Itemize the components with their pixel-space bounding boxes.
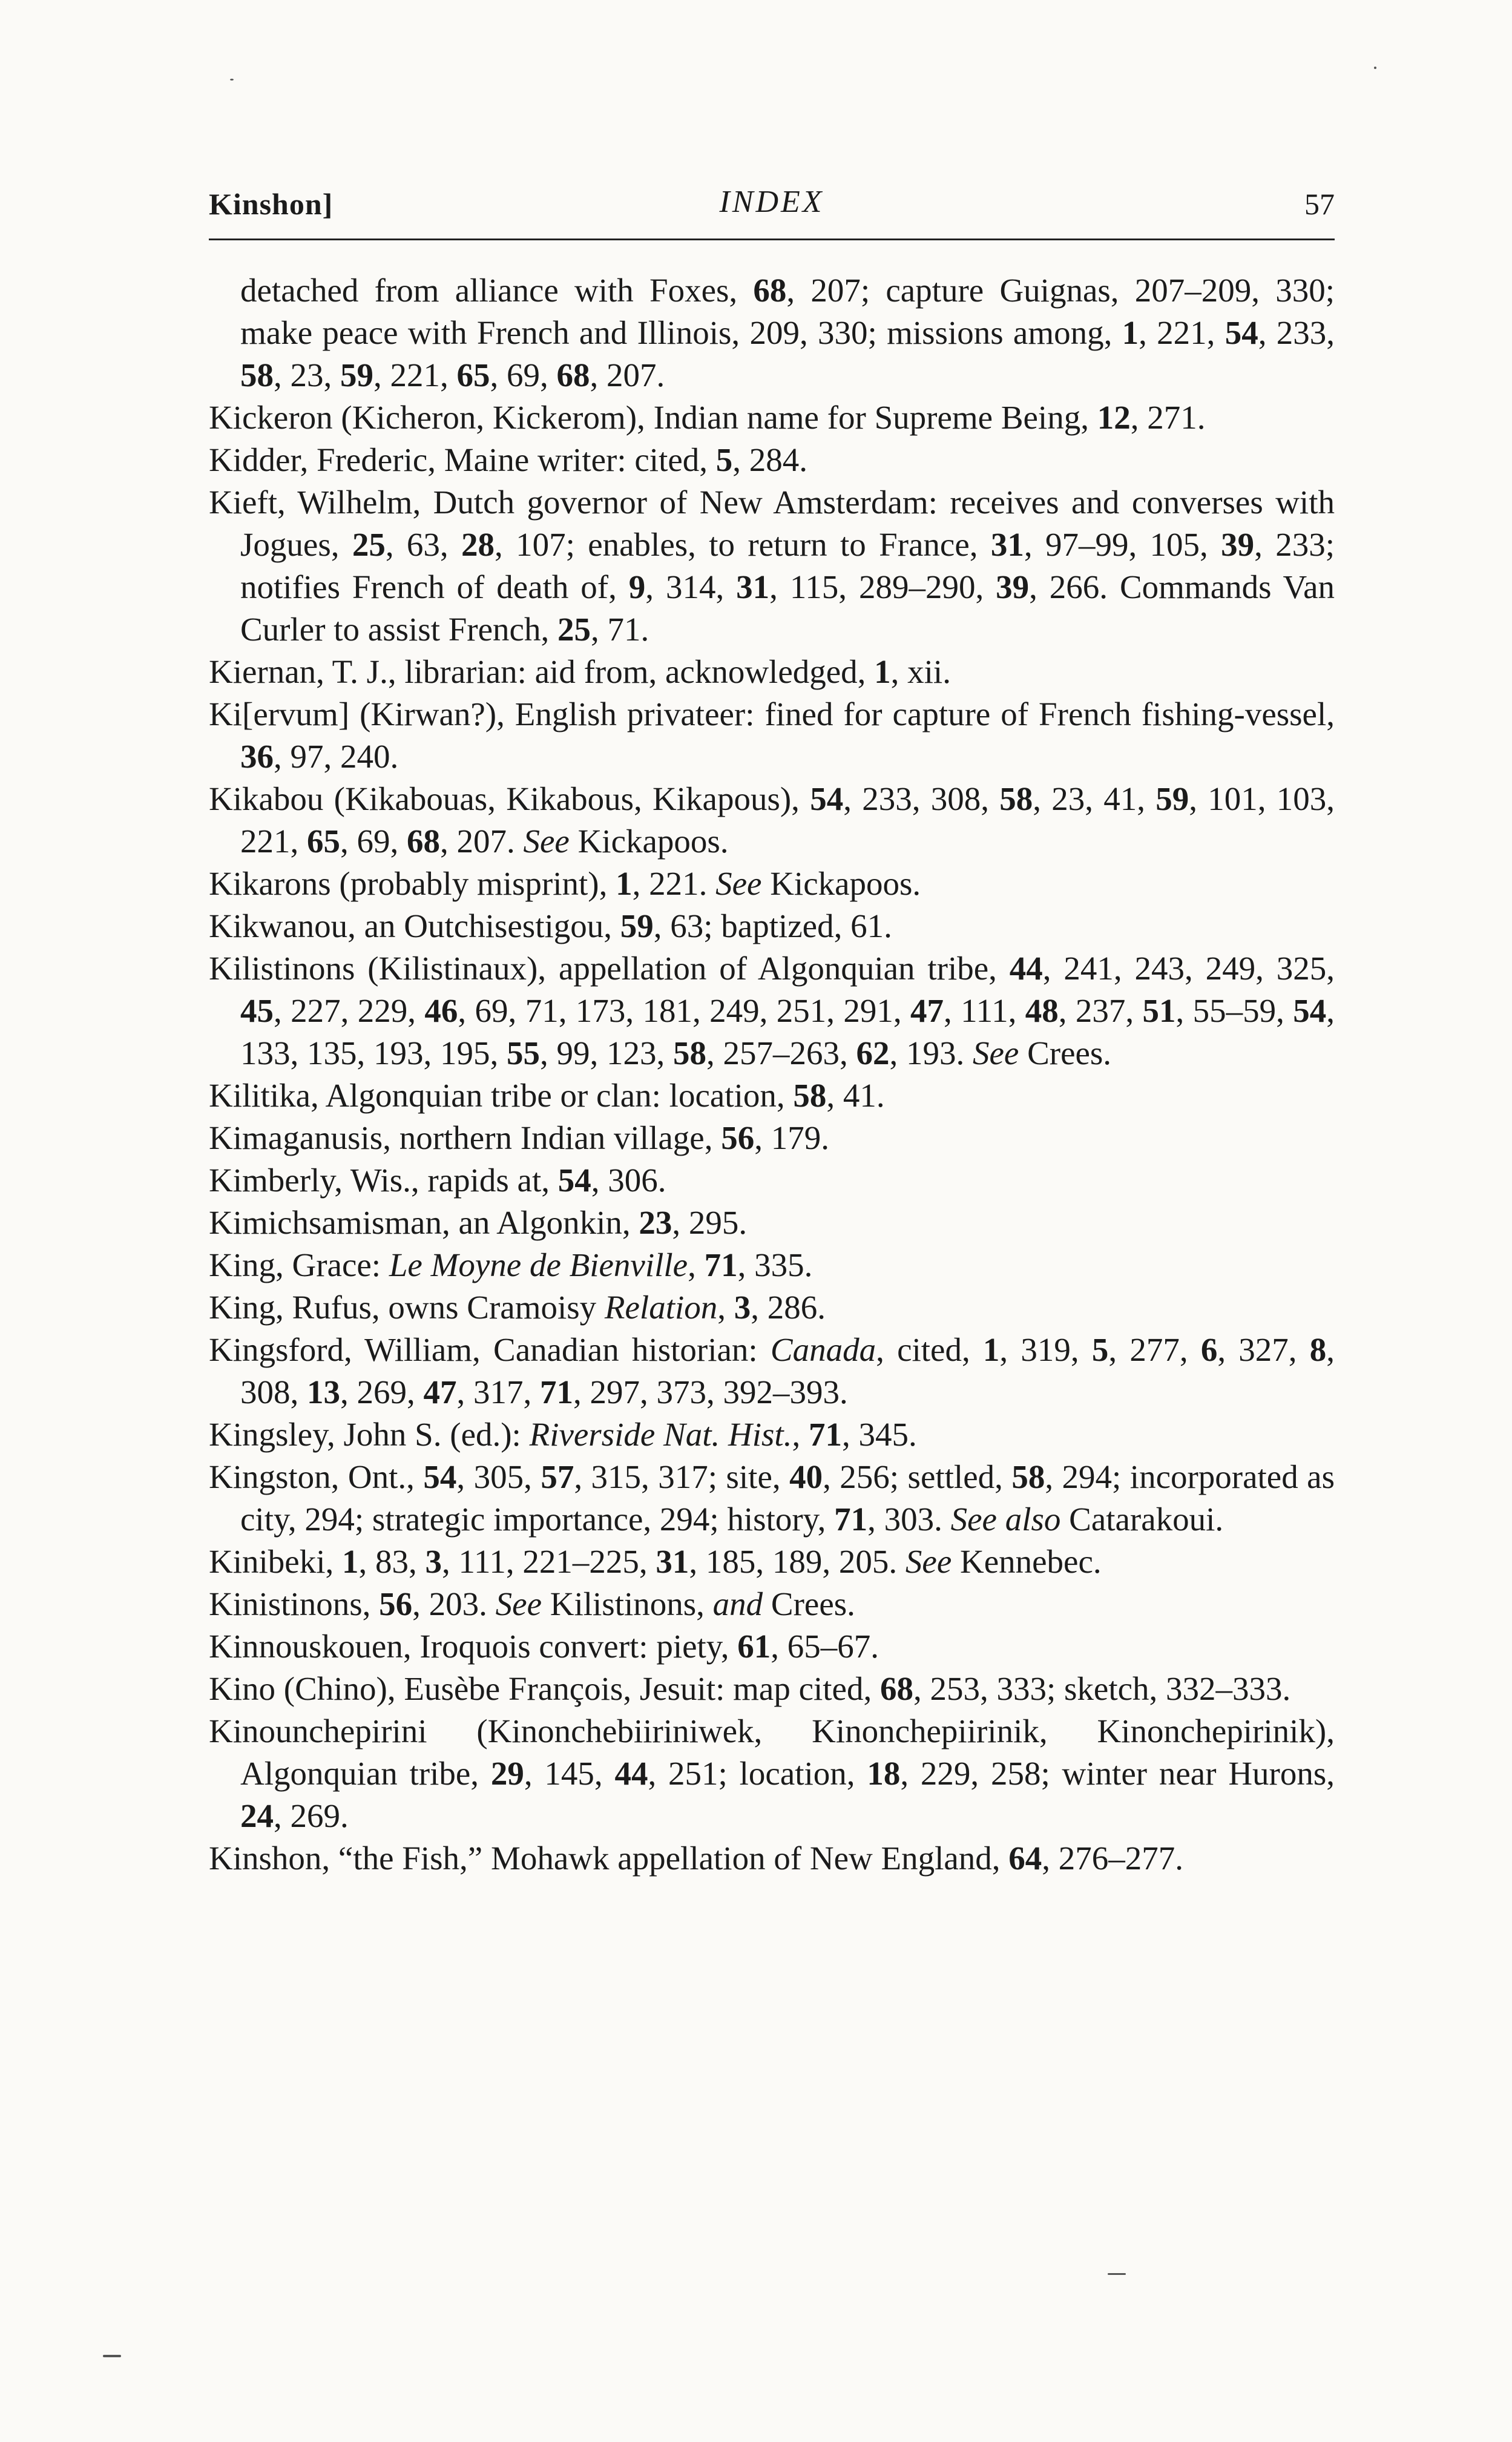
entry-text: detached from alliance with Foxes, — [240, 272, 754, 309]
entry-text: , 277, — [1108, 1331, 1201, 1368]
entry-text: Kino (Chino), Eusèbe François, Jesuit: map cited, — [209, 1670, 880, 1707]
volume-number: 54 — [423, 1458, 457, 1495]
entry-text: Catarakoui. — [1060, 1501, 1224, 1538]
index-entry — [209, 1456, 1335, 1541]
entry-text: , 69, — [490, 357, 557, 393]
entry-text: , 303. — [867, 1501, 951, 1538]
entry-text: , 207; capture Guignas, 207–209, 330; make peace with French and Illinois, 209, 330; missions among, — [240, 272, 1335, 351]
entry-text: Kickapoos. — [569, 823, 729, 860]
volume-number: 44 — [1009, 950, 1043, 987]
volume-number: 31 — [736, 568, 770, 605]
index-entry — [209, 1668, 1335, 1710]
volume-number: 25 — [352, 526, 386, 563]
index-entry — [209, 651, 1335, 693]
entry-text: Kickapoos. — [761, 865, 921, 902]
entry-text: , 253, 333; sketch, 332–333. — [913, 1670, 1291, 1707]
entry-text: , 69, — [340, 823, 407, 860]
index-entry — [209, 1244, 1335, 1286]
index-entry — [209, 863, 1335, 905]
volume-number: 59 — [620, 907, 654, 944]
entry-text: , 179. — [754, 1119, 829, 1156]
volume-number: 58 — [673, 1035, 706, 1071]
italic-text: Le Moyne de Bienville — [389, 1246, 688, 1283]
entry-text: , 207. — [590, 357, 665, 393]
running-head — [209, 182, 1335, 230]
entry-text: , 286. — [751, 1289, 826, 1326]
volume-number: 1 — [341, 1543, 359, 1580]
entry-text: , 193. — [889, 1035, 973, 1071]
volume-number: 58 — [999, 780, 1033, 817]
entry-text: , 207. — [440, 823, 524, 860]
print-speck — [1108, 2273, 1126, 2275]
volume-number: 45 — [240, 992, 274, 1029]
volume-number: 3 — [425, 1543, 442, 1580]
entry-text: Kikwanou, an Outchisestigou, — [209, 907, 620, 944]
page-number: 57 — [1304, 187, 1335, 221]
volume-number: 59 — [340, 357, 373, 393]
index-entry — [209, 1583, 1335, 1625]
entry-text: , 97, 240. — [274, 738, 399, 775]
volume-number: 1 — [616, 865, 633, 902]
volume-number: 39 — [996, 568, 1030, 605]
index-entry — [209, 1075, 1335, 1117]
entry-text: , 101, 103, 221, — [240, 780, 1335, 860]
volume-number: 47 — [423, 1374, 457, 1410]
entry-text: Kimichsamisman, an Algonkin, — [209, 1204, 639, 1241]
entry-text: King, Rufus, owns Cramoisy — [209, 1289, 605, 1326]
volume-number: 54 — [1224, 314, 1258, 351]
volume-number: 47 — [910, 992, 944, 1029]
index-entry — [209, 1837, 1335, 1880]
index-entry — [209, 1159, 1335, 1202]
entry-text: , 241, 243, 249, 325, — [1042, 950, 1335, 987]
volume-number: 3 — [734, 1289, 751, 1326]
entry-text: Kickeron (Kicheron, Kickerom), Indian name for Supreme Being, — [209, 399, 1097, 436]
entry-text: , 99, 123, — [540, 1035, 673, 1071]
italic-text: Riverside Nat. Hist. — [529, 1416, 792, 1453]
entry-text: , cited, — [876, 1331, 983, 1368]
volume-number: 58 — [1011, 1458, 1045, 1495]
index-entry — [209, 1414, 1335, 1456]
entry-text: , 203. — [412, 1585, 496, 1622]
volume-number: 5 — [1091, 1331, 1109, 1368]
entry-text: Kinistinons, — [209, 1585, 380, 1622]
volume-number: 65 — [307, 823, 340, 860]
entry-text: , 345. — [841, 1416, 917, 1453]
entry-text: , 294; incorporated as city, 294; strategic importance, 294; history, — [240, 1458, 1335, 1538]
volume-number: 48 — [1025, 992, 1059, 1029]
index-entry — [209, 1286, 1335, 1329]
entry-text: , 97–99, 105, — [1024, 526, 1221, 563]
entry-text: , 221. — [632, 865, 716, 902]
print-speck — [230, 79, 234, 81]
entry-text: , 297, 373, 392–393. — [573, 1374, 848, 1410]
entry-text: , 69, 71, 173, 181, 249, 251, 291, — [458, 992, 911, 1029]
entry-text: , 308, — [240, 1331, 1335, 1410]
entry-text: Kingsley, John S. (ed.): — [209, 1416, 530, 1453]
print-speck — [1374, 67, 1376, 69]
entry-text: , 335. — [737, 1246, 813, 1283]
volume-number: 71 — [540, 1374, 573, 1410]
entry-text: , 295. — [672, 1204, 748, 1241]
index-entry — [209, 397, 1335, 439]
volume-number: 18 — [867, 1755, 901, 1792]
italic-text: See — [973, 1035, 1019, 1071]
entry-text: , 317, — [456, 1374, 540, 1410]
entry-text: Kingsford, William, Canadian historian: — [209, 1331, 771, 1368]
index-entry — [209, 1329, 1335, 1414]
volume-number: 39 — [1221, 526, 1255, 563]
entry-text: Crees. — [763, 1585, 855, 1622]
volume-number: 54 — [557, 1162, 591, 1199]
header-rule — [209, 239, 1335, 240]
volume-number: 46 — [424, 992, 458, 1029]
entry-text: , 111, 221–225, — [441, 1543, 656, 1580]
entry-text: , 65–67. — [771, 1628, 879, 1665]
entry-text: , 271. — [1130, 399, 1206, 436]
entry-text: , 185, 189, 205. — [689, 1543, 906, 1580]
volume-number: 59 — [1155, 780, 1189, 817]
italic-text: See — [715, 865, 762, 902]
entry-text: , 327, — [1217, 1331, 1310, 1368]
entry-text: , 266. Commands Van Curler to assist French, — [240, 568, 1335, 648]
index-entry — [209, 1202, 1335, 1244]
entry-text: Kiernan, T. J., librarian: aid from, acknowledged, — [209, 653, 875, 690]
index-entry — [209, 439, 1335, 481]
entry-text: , 305, — [456, 1458, 541, 1495]
entry-text: , 269, — [340, 1374, 424, 1410]
entry-text: , 269. — [274, 1797, 349, 1834]
entry-text: , 315, 317; site, — [574, 1458, 790, 1495]
volume-number: 40 — [789, 1458, 823, 1495]
entry-text: , 306. — [591, 1162, 666, 1199]
entry-text: , — [792, 1416, 809, 1453]
volume-number: 44 — [614, 1755, 648, 1792]
entry-text: , 233, 308, — [843, 780, 1000, 817]
print-speck — [103, 2355, 121, 2357]
entry-text: , 221, — [1139, 314, 1225, 351]
volume-number: 58 — [240, 357, 274, 393]
index-page — [209, 182, 1335, 1880]
volume-number: 36 — [240, 738, 274, 775]
volume-number: 1 — [874, 653, 891, 690]
entry-text: , 227, 229, — [274, 992, 425, 1029]
volume-number: 71 — [808, 1416, 842, 1453]
entry-text: , 133, 135, 193, 195, — [240, 992, 1335, 1071]
volume-number: 56 — [379, 1585, 413, 1622]
entry-text: Kimaganusis, northern Indian village, — [209, 1119, 721, 1156]
entry-text: , 115, 289–290, — [769, 568, 996, 605]
volume-number: 31 — [656, 1543, 689, 1580]
index-entry — [209, 905, 1335, 947]
volume-number: 5 — [715, 441, 733, 478]
entry-text: , 55–59, — [1175, 992, 1293, 1029]
volume-number: 65 — [456, 357, 490, 393]
entry-text: Ki[ervum] (Kirwan?), English privateer: fined for capture of French fishing-vessel, — [209, 696, 1335, 732]
entry-text: , 229, 258; winter near Hurons, — [900, 1755, 1335, 1792]
volume-number: 68 — [407, 823, 440, 860]
entry-text: Kinnouskouen, Iroquois convert: piety, — [209, 1628, 738, 1665]
volume-number: 62 — [856, 1035, 890, 1071]
entry-text: , 221, — [373, 357, 457, 393]
entry-text: Kinshon, “the Fish,” Mohawk appellation of New England, — [209, 1840, 1009, 1877]
entry-text: , 23, 41, — [1033, 780, 1156, 817]
italic-text: and — [712, 1585, 763, 1622]
index-entry — [209, 693, 1335, 778]
volume-number: 51 — [1142, 992, 1176, 1029]
running-head-title: INDEX — [719, 185, 824, 219]
entry-text: Kilitika, Algonquian tribe or clan: location, — [209, 1077, 794, 1114]
running-head-catchword: Kinshon] — [209, 187, 334, 221]
index-entry — [209, 1625, 1335, 1668]
entry-text: Kilistinons, — [541, 1585, 713, 1622]
volume-number: 8 — [1309, 1331, 1327, 1368]
entry-text: , 256; settled, — [823, 1458, 1012, 1495]
entry-text: Kidder, Frederic, Maine writer: cited, — [209, 441, 716, 478]
entry-text: Kikabou (Kikabouas, Kikabous, Kikapous), — [209, 780, 810, 817]
volume-number: 28 — [461, 526, 495, 563]
index-entries — [209, 269, 1335, 1880]
volume-number: 29 — [490, 1755, 524, 1792]
entry-text: King, Grace: — [209, 1246, 389, 1283]
entry-text: , — [717, 1289, 734, 1326]
entry-text: , 41. — [826, 1077, 885, 1114]
italic-text: See also — [950, 1501, 1061, 1538]
volume-number: 1 — [982, 1331, 1000, 1368]
index-entry — [209, 1541, 1335, 1583]
entry-text: , 314, — [645, 568, 737, 605]
entry-text: , 237, — [1058, 992, 1143, 1029]
volume-number: 23 — [639, 1204, 672, 1241]
volume-number: 61 — [737, 1628, 771, 1665]
index-entry — [209, 481, 1335, 651]
entry-text: Kennebec. — [952, 1543, 1102, 1580]
entry-text: Kingston, Ont., — [209, 1458, 424, 1495]
volume-number: 55 — [507, 1035, 540, 1071]
entry-text: , 276–277. — [1042, 1840, 1184, 1877]
entry-text: , 107; enables, to return to France, — [495, 526, 991, 563]
entry-text: , 233; notifies French of death of, — [240, 526, 1335, 605]
volume-number: 68 — [879, 1670, 913, 1707]
volume-number: 9 — [628, 568, 646, 605]
italic-text: See — [905, 1543, 952, 1580]
index-entry — [209, 778, 1335, 863]
entry-text: Kinounchepirini (Kinonchebiiriniwek, Kinonchepiirinik, Kinonchepirinik), Algonquian tribe, — [209, 1713, 1335, 1792]
entry-text: , 111, — [944, 992, 1025, 1029]
volume-number: 71 — [704, 1246, 738, 1283]
volume-number: 58 — [793, 1077, 827, 1114]
italic-text: See — [495, 1585, 542, 1622]
italic-text: Canada — [770, 1331, 876, 1368]
volume-number: 56 — [721, 1119, 755, 1156]
entry-text: , 257–263, — [706, 1035, 856, 1071]
entry-text: , 23, — [274, 357, 340, 393]
volume-number: 31 — [990, 526, 1024, 563]
volume-number: 13 — [307, 1374, 340, 1410]
entry-text: , 284. — [732, 441, 808, 478]
volume-number: 6 — [1200, 1331, 1218, 1368]
entry-text: , — [688, 1246, 705, 1283]
entry-text: Kinibeki, — [209, 1543, 342, 1580]
entry-text: , xii. — [890, 653, 951, 690]
entry-text: , 319, — [999, 1331, 1092, 1368]
entry-text: , 251; location, — [648, 1755, 867, 1792]
volume-number: 1 — [1122, 314, 1139, 351]
volume-number: 12 — [1097, 399, 1131, 436]
italic-text: See — [523, 823, 570, 860]
volume-number: 68 — [753, 272, 787, 309]
entry-text: , 63, — [385, 526, 461, 563]
entry-text: , 63; baptized, 61. — [653, 907, 892, 944]
volume-number: 64 — [1008, 1840, 1042, 1877]
entry-text: Kieft, Wilhelm, Dutch governor of New Amsterdam: receives and converses with Jogues, — [209, 484, 1335, 563]
entry-text: , 233, — [1258, 314, 1335, 351]
volume-number: 54 — [1293, 992, 1327, 1029]
entry-text: Crees. — [1019, 1035, 1112, 1071]
volume-number: 25 — [557, 611, 591, 648]
volume-number: 68 — [556, 357, 590, 393]
volume-number: 54 — [810, 780, 844, 817]
entry-text: , 145, — [524, 1755, 615, 1792]
entry-text: , 83, — [358, 1543, 426, 1580]
index-entry — [209, 269, 1335, 397]
entry-text: Kimberly, Wis., rapids at, — [209, 1162, 558, 1199]
entry-text: Kilistinons (Kilistinaux), appellation of Algonquian tribe, — [209, 950, 1010, 987]
index-entry — [209, 1117, 1335, 1159]
italic-text: Relation — [604, 1289, 718, 1326]
volume-number: 57 — [541, 1458, 574, 1495]
volume-number: 24 — [240, 1797, 274, 1834]
entry-text: Kikarons (probably misprint), — [209, 865, 616, 902]
entry-text: , 71. — [590, 611, 649, 648]
volume-number: 71 — [834, 1501, 868, 1538]
index-entry — [209, 1710, 1335, 1837]
index-entry — [209, 947, 1335, 1075]
